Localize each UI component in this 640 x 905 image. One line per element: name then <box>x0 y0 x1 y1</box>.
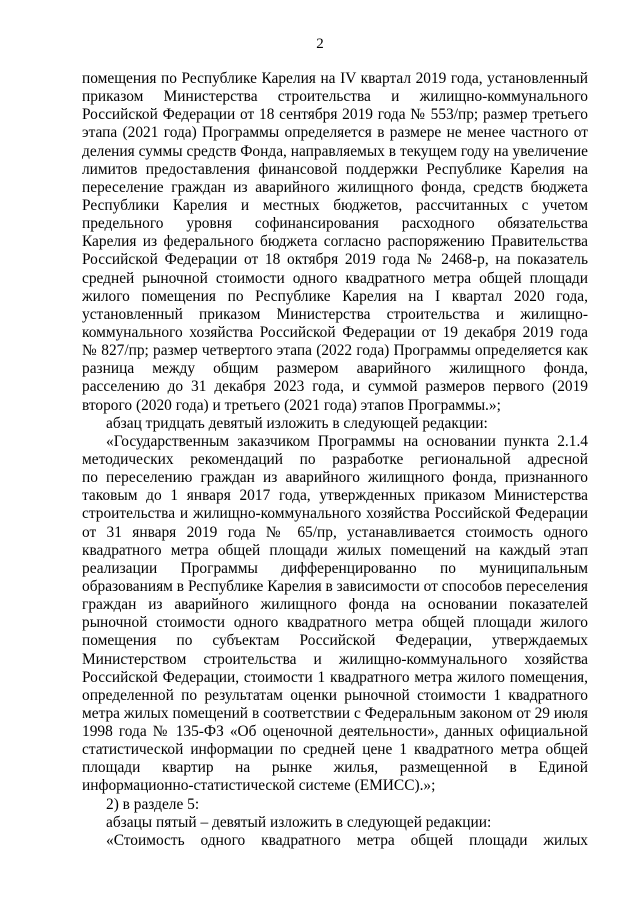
text-line: по переселению граждан из аварийного жилищного фонда, признанного <box>82 469 588 487</box>
text-line: от 31 января 2019 года № 65/пр, устанавливается стоимость одного <box>82 523 588 541</box>
text-line: № 827/пр; размер четвертого этапа (2022 года) Программы определяется как <box>82 342 588 360</box>
text-line: переселение граждан из аварийного жилищного фонда, средств бюджета <box>82 178 588 196</box>
text-line: второго (2020 года) и третьего (2021 года) этапов Программы.»; <box>82 396 501 414</box>
text-line: статистической информации по средней цене 1 квадратного метра общей <box>82 741 588 759</box>
text-line: образованиям в Республике Карелия в зависимости от способов переселения <box>82 577 588 595</box>
text-line: метра жилых помещений в соответствии с Федеральным законом от 29 июля <box>82 704 588 722</box>
text-line: информационно-статистической системе (ЕМИСС).»; <box>82 777 436 795</box>
text-line: Российской Федерации, стоимости 1 квадратного метра жилого помещения, <box>82 668 588 686</box>
text-line: расселению до 31 декабря 2023 года, и суммой размеров первого (2019 <box>82 378 588 396</box>
text-line: установленный приказом Министерства строительства и жилищно- <box>82 305 588 323</box>
text-line: этапа (2021 года) Программы определяется в размере не менее частного от <box>82 124 588 142</box>
text-line: 1998 года № 135-ФЗ «Об оценочной деятельности», данных официальной <box>82 723 588 741</box>
body-text <box>82 70 588 850</box>
text-line: Республики Карелия и местных бюджетов, рассчитанных с учетом <box>82 196 588 214</box>
text-line: методических рекомендаций по разработке региональной адресной <box>82 450 588 468</box>
text-line: Министерством строительства и жилищно-коммунального хозяйства <box>82 650 588 668</box>
page-number: 2 <box>316 36 324 52</box>
text-line: приказом Министерства строительства и жилищно-коммунального <box>82 88 588 106</box>
text-line: площади квартир на рынке жилья, размещенной в Единой <box>82 759 588 777</box>
text-line: Карелия из федерального бюджета согласно распоряжению Правительства <box>82 233 588 251</box>
text-line: реализации Программы дифференцированно по муниципальным <box>82 559 588 577</box>
text-line: предельного уровня софинансирования расходного обязательства <box>82 215 588 233</box>
text-line: 2) в разделе 5: <box>106 795 200 813</box>
text-line: «Стоимость одного квадратного метра общей площади жилых <box>106 831 588 849</box>
text-line: определенной по результатам оценки рыночной стоимости 1 квадратного <box>82 686 588 704</box>
text-line: абзацы пятый – девятый изложить в следующей редакции: <box>106 813 492 831</box>
text-line: Российской Федерации от 18 октября 2019 года № 2468-р, на показатель <box>82 251 588 269</box>
text-line: жилого помещения по Республике Карелия на I квартал 2020 года, <box>82 287 588 305</box>
text-line: таковым до 1 января 2017 года, утвержденных приказом Министерства <box>82 487 588 505</box>
text-line: «Государственным заказчиком Программы на основании пункта 2.1.4 <box>106 432 588 450</box>
text-line: абзац тридцать девятый изложить в следующей редакции: <box>106 414 488 432</box>
text-line: лимитов предоставления финансовой поддержки Республике Карелия на <box>82 160 588 178</box>
text-line: помещения по Республике Карелия на IV квартал 2019 года, установленный <box>82 70 588 87</box>
text-line: помещения по субъектам Российской Федерации, утверждаемых <box>82 632 588 650</box>
text-line: строительства и жилищно-коммунального хозяйства Российской Федерации <box>82 505 588 523</box>
text-line: средней рыночной стоимости одного квадратного метра общей площади <box>82 269 588 287</box>
text-line: коммунального хозяйства Российской Федерации от 19 декабря 2019 года <box>82 323 588 341</box>
text-line: деления суммы средств Фонда, направляемых в текущем году на увеличение <box>82 142 588 160</box>
text-line: разница между общим размером аварийного жилищного фонда, <box>82 360 588 378</box>
text-line: Российской Федерации от 18 сентября 2019 года № 553/пр; размер третьего <box>82 106 588 124</box>
text-line: рыночной стоимости одного квадратного метра общей площади жилого <box>82 614 588 632</box>
text-line: квадратного метра общей площади жилых помещений на каждый этап <box>82 541 588 559</box>
text-line: граждан из аварийного жилищного фонда на основании показателей <box>82 596 588 614</box>
